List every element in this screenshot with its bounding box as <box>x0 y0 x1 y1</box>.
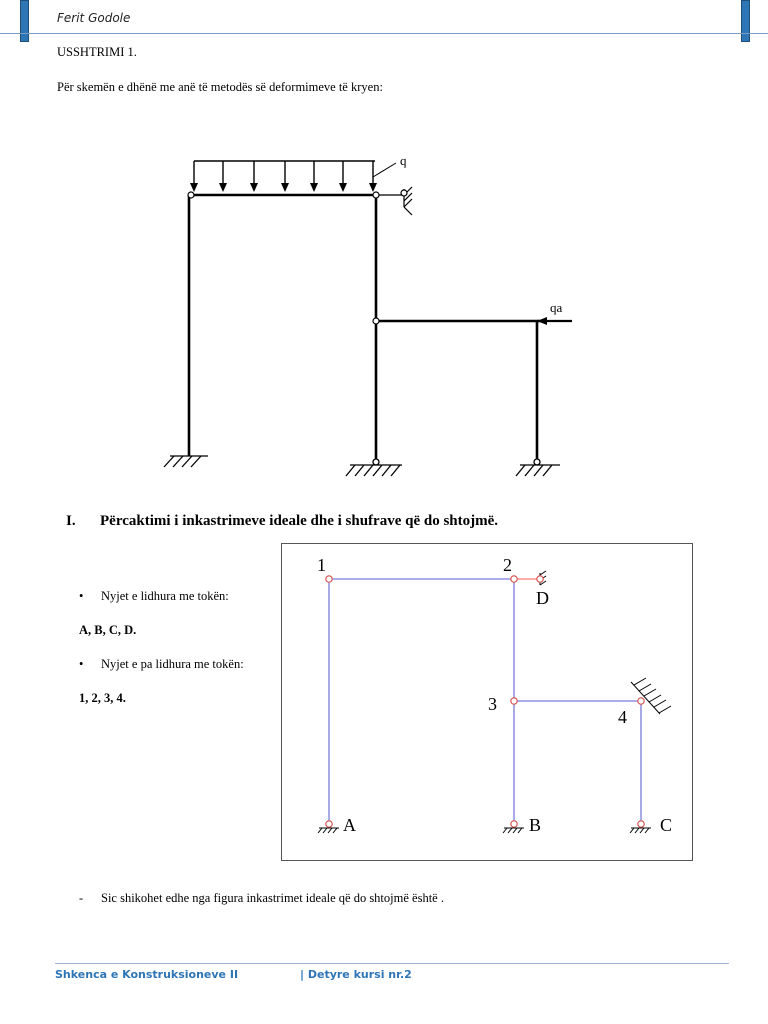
pin-support-middle <box>346 459 402 476</box>
bullet-connected <box>79 589 229 604</box>
section-number: I. <box>66 513 76 529</box>
node-1-label: 1 <box>317 555 326 575</box>
header-right-bar <box>741 0 750 42</box>
hinge-1 <box>188 192 194 198</box>
header-rule <box>0 33 768 34</box>
unconnected-values: 1, 2, 3, 4. <box>79 691 126 705</box>
node-4-label: 4 <box>618 707 627 727</box>
distributed-load-q <box>190 161 377 192</box>
node-b-label: B <box>529 815 542 835</box>
node-3-marker <box>511 698 517 704</box>
load-q-label: q <box>400 153 407 168</box>
intro-text: Për skemën e dhënë me anë të metodës së deformimeve të kryen: <box>57 80 383 94</box>
unconnected-label: Nyjet e pa lidhura me tokën: <box>101 657 244 671</box>
bullet-dot-icon: • <box>79 589 84 603</box>
wall-support-top-right <box>401 187 412 215</box>
section-title: Përcaktimi i inkastrimeve ideale dhe i shufrave që do shtojmë. <box>100 513 499 529</box>
frame-diagram <box>150 145 590 485</box>
load-qa-label: qa <box>550 300 563 315</box>
node-1-marker <box>326 576 332 582</box>
node-d-label: D <box>536 588 549 608</box>
node-c-label: C <box>660 815 673 835</box>
fixed-support-left <box>164 456 208 467</box>
node-a-marker <box>326 821 332 827</box>
section-heading <box>66 513 498 530</box>
load-qa-arrowhead <box>537 317 547 325</box>
hinge-3 <box>373 318 379 324</box>
note-line <box>79 891 444 906</box>
node-scheme-diagram <box>282 544 692 860</box>
ground-supports <box>318 828 651 833</box>
node-2-label: 2 <box>503 555 512 575</box>
node-b-marker <box>511 821 517 827</box>
node-4-marker <box>638 698 644 704</box>
node-3-label: 3 <box>488 694 497 714</box>
footer-course: Shkenca e Konstruksioneve II <box>55 968 239 981</box>
node-c-marker <box>638 821 644 827</box>
footer-rule <box>55 963 729 964</box>
hinge-2 <box>373 192 379 198</box>
bullet-unconnected <box>79 657 244 672</box>
node-scheme-box <box>281 543 693 861</box>
note-dash: - <box>79 891 84 905</box>
header-left-bar <box>20 0 29 42</box>
header-author: Ferit Godole <box>57 11 131 25</box>
pin-support-right <box>516 459 560 476</box>
exercise-title: USSHTRIMI 1. <box>57 45 137 59</box>
note-text: Sic shikohet edhe nga figura inkastrimet ideale që do shtojmë është . <box>101 891 444 905</box>
inclined-support-4 <box>631 678 671 714</box>
bullet-dot-icon: • <box>79 657 84 671</box>
node-d-marker <box>537 576 543 582</box>
node-a-label: A <box>343 815 356 835</box>
connected-label: Nyjet e lidhura me tokën: <box>101 589 229 603</box>
connected-values: A, B, C, D. <box>79 623 137 637</box>
q-leader-line <box>373 163 396 177</box>
footer-assignment: | Detyre kursi nr.2 <box>300 968 412 981</box>
node-2-marker <box>511 576 517 582</box>
